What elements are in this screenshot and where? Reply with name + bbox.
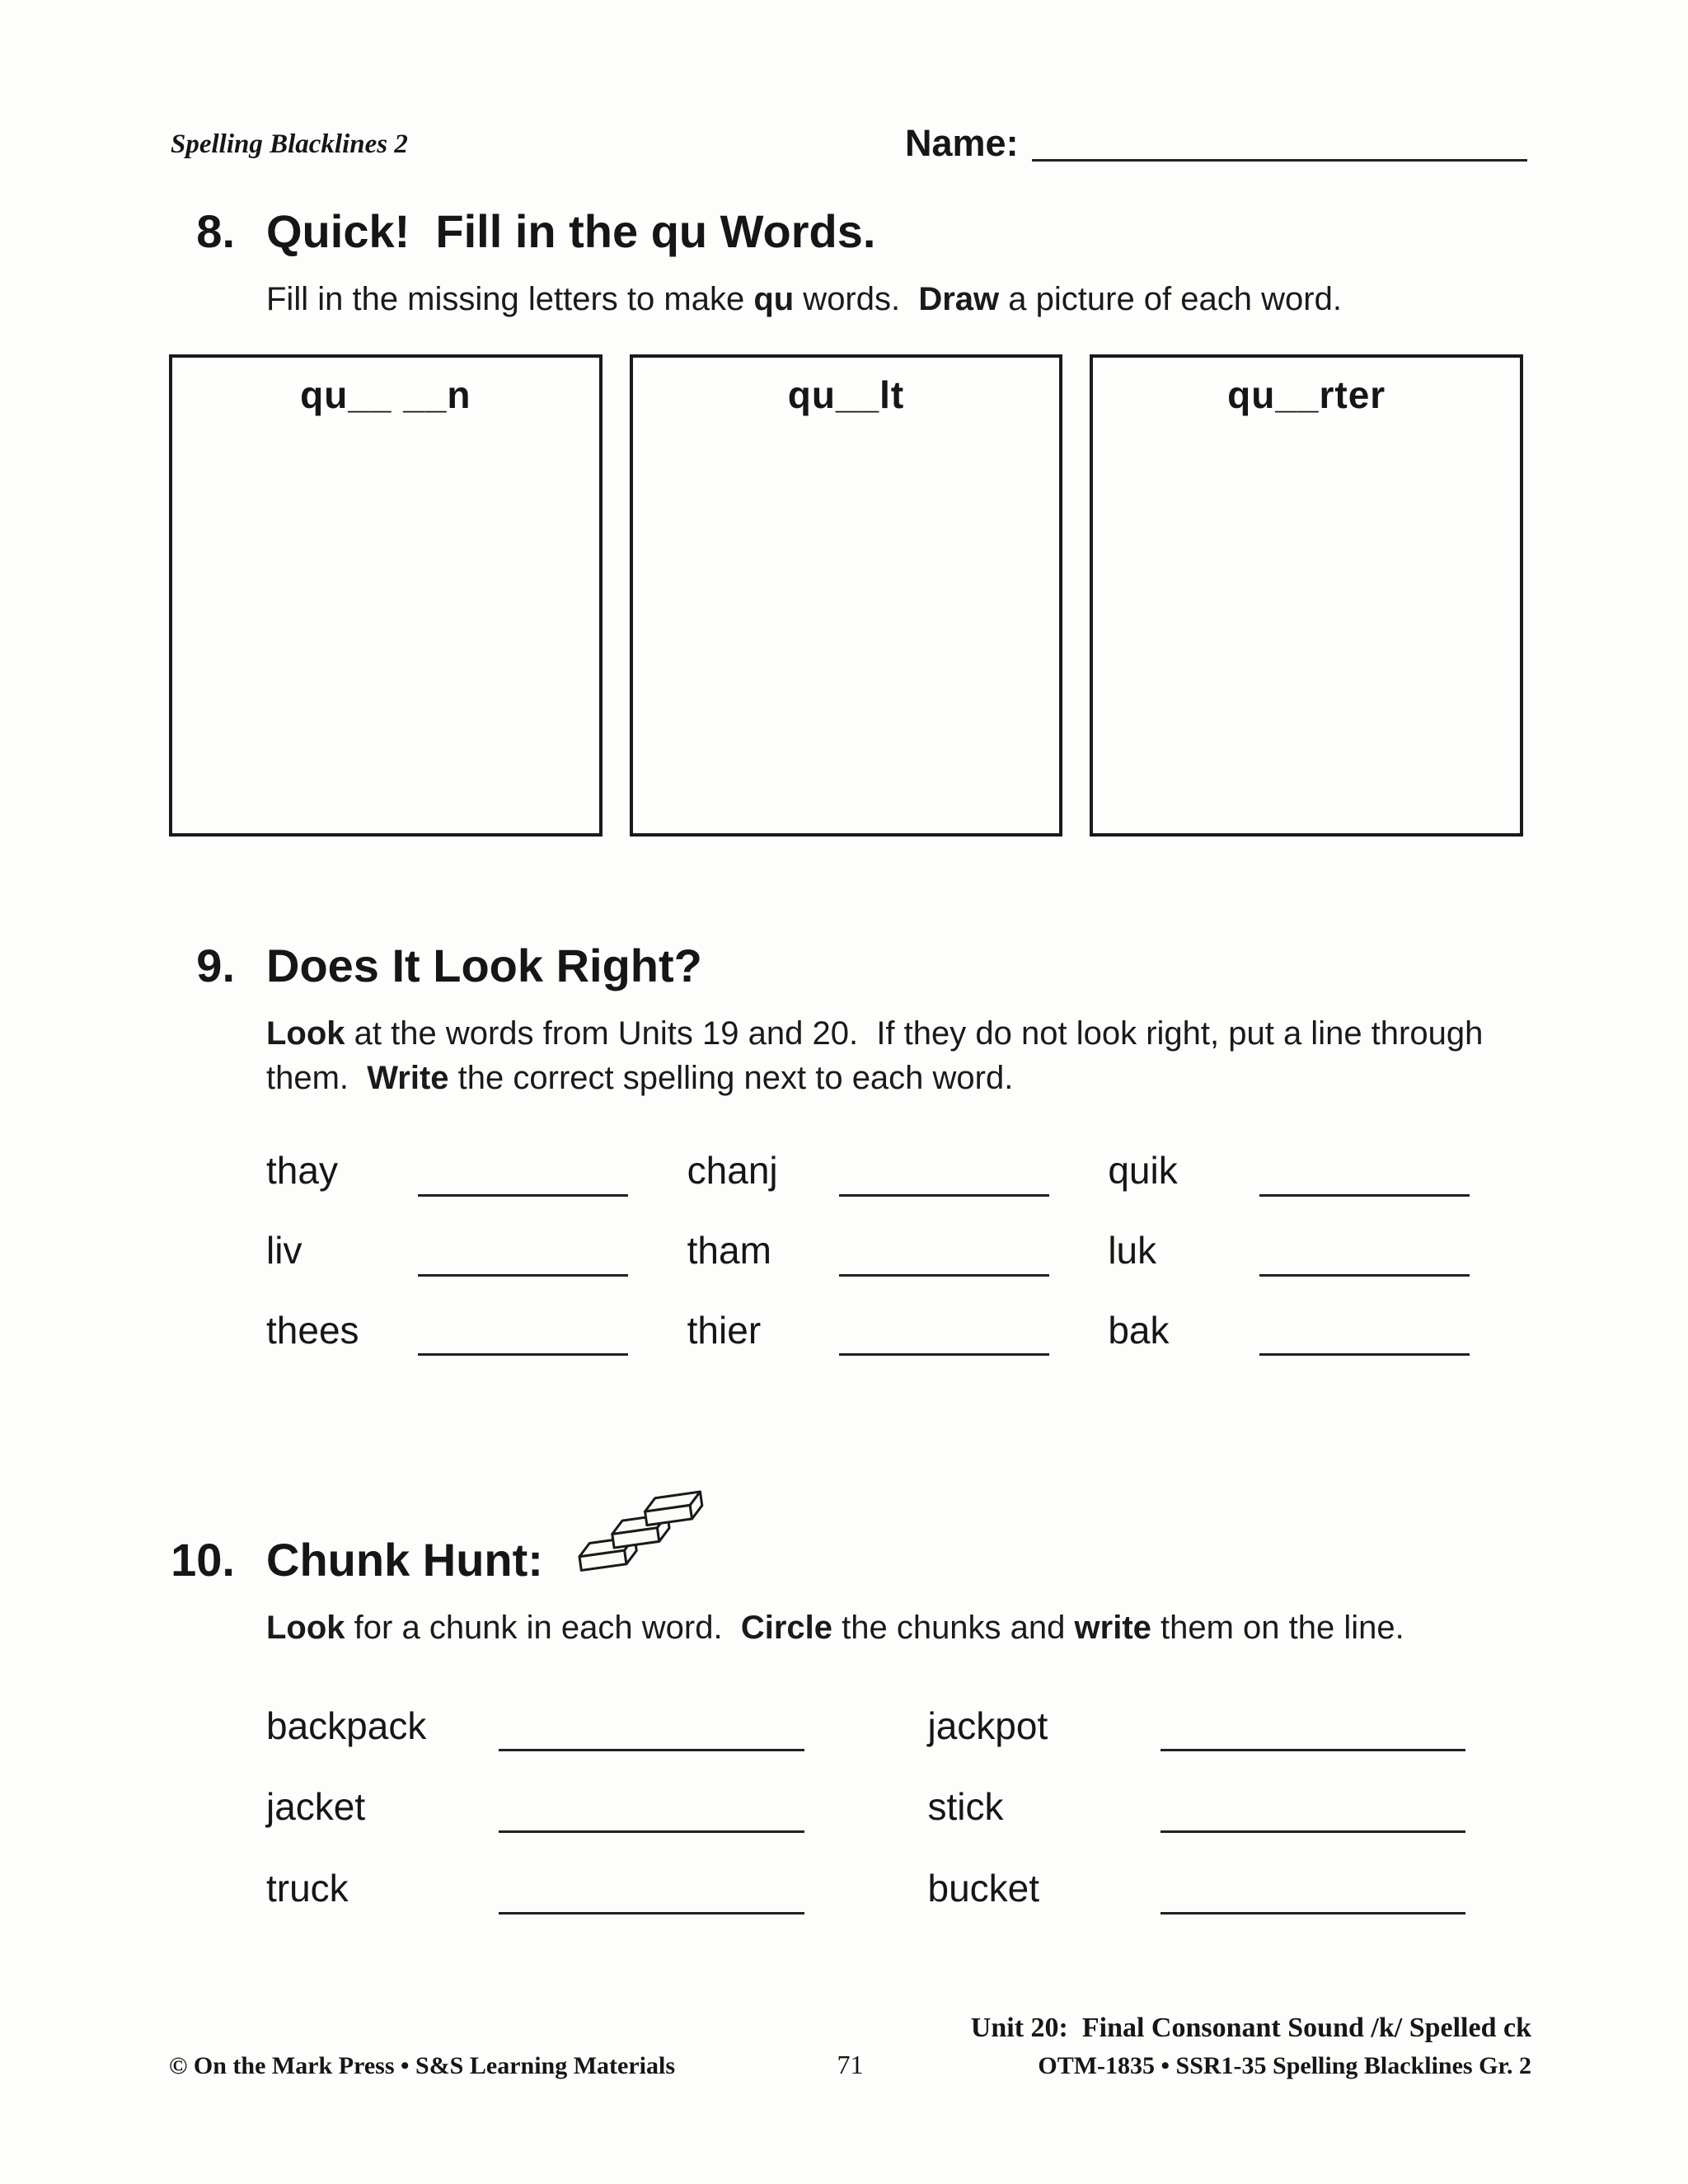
answer-blank-line[interactable] [839, 1164, 1049, 1197]
instruction-text: a picture of each word. [999, 280, 1342, 317]
word-item [266, 1868, 804, 1910]
word-item [687, 1310, 1051, 1352]
word-item [1108, 1310, 1471, 1352]
instruction-bold-term: Look [266, 1610, 345, 1647]
section8-number: 8. [196, 205, 235, 257]
word-item [928, 1868, 1466, 1910]
instruction-bold-term: qu [753, 280, 795, 317]
page-number: 71 [837, 2050, 864, 2079]
section9-heading [169, 942, 1688, 991]
word-item [1108, 1150, 1471, 1192]
word-item [687, 1150, 1051, 1192]
instruction-bold-term: Write [367, 1059, 449, 1096]
answer-blank-line[interactable] [1259, 1323, 1470, 1356]
section9-instruction [266, 1012, 1511, 1100]
draw-box-quilt[interactable] [630, 354, 1063, 837]
copyright-text: © On the Mark Press • S&S Learning Materials [169, 2052, 675, 2079]
instruction-text: the chunks and [832, 1610, 1075, 1647]
word-item [1108, 1230, 1471, 1272]
word-item [266, 1786, 804, 1828]
answer-blank-line[interactable] [499, 1718, 804, 1751]
instruction-text: words. [794, 280, 919, 317]
chunk-word: stick [927, 1785, 1004, 1829]
misspelled-word: chanj [687, 1149, 778, 1193]
word-item [266, 1310, 630, 1352]
instruction-text: for a chunk in each word. [345, 1610, 741, 1647]
misspelled-word-grid [266, 1150, 1471, 1351]
word-item [687, 1230, 1051, 1272]
word-item [266, 1230, 630, 1272]
section8-heading [169, 205, 1688, 257]
instruction-bold-term: Draw [918, 280, 1000, 317]
chunk-word: bucket [927, 1866, 1040, 1910]
draw-box-queen[interactable] [169, 354, 603, 837]
name-field [905, 122, 1527, 165]
word-item [266, 1150, 630, 1192]
series-title: Spelling Blacklines 2 [171, 129, 408, 159]
fill-in-word-label: qu__lt [787, 373, 905, 417]
page-header [0, 0, 1688, 165]
answer-blank-line[interactable] [839, 1323, 1049, 1356]
misspelled-word: tham [687, 1228, 771, 1272]
answer-blank-line[interactable] [839, 1244, 1049, 1277]
instruction-bold-term: write [1074, 1610, 1151, 1647]
name-blank-line[interactable] [1032, 122, 1527, 162]
answer-blank-line[interactable] [418, 1323, 628, 1356]
draw-box-row [169, 354, 1523, 837]
misspelled-word: thay [266, 1149, 338, 1193]
misspelled-word: thier [687, 1308, 762, 1352]
answer-blank-line[interactable] [1160, 1718, 1466, 1751]
section8-title: Quick! Fill in the qu Words. [266, 205, 876, 257]
chunk-word: jacket [266, 1785, 366, 1829]
misspelled-word: liv [266, 1228, 302, 1272]
footer-right-block [971, 2013, 1531, 2080]
answer-blank-line[interactable] [418, 1164, 628, 1197]
fill-in-word-label: qu__ __n [300, 373, 471, 417]
product-code: OTM-1835 • SSR1-35 Spelling Blacklines Gr. 2 [1038, 2052, 1531, 2079]
section10-heading [169, 1489, 1688, 1585]
misspelled-word: quik [1108, 1149, 1178, 1193]
instruction-text: Fill in the missing letters to make [266, 280, 754, 317]
chunk-word: jackpot [927, 1704, 1048, 1747]
answer-blank-line[interactable] [418, 1244, 628, 1277]
page-footer [169, 2013, 1531, 2080]
section9-number: 9. [196, 940, 235, 992]
section10-instruction [266, 1606, 1461, 1651]
name-label: Name: [905, 122, 1019, 164]
section9-title: Does It Look Right? [266, 940, 702, 992]
answer-blank-line[interactable] [1160, 1800, 1466, 1833]
section10-title: Chunk Hunt: [266, 1534, 543, 1586]
misspelled-word: bak [1108, 1308, 1170, 1352]
chunk-word: truck [266, 1866, 349, 1910]
instruction-text: them on the line. [1151, 1610, 1404, 1647]
answer-blank-line[interactable] [1259, 1244, 1470, 1277]
unit-title: Unit 20: Final Consonant Sound /k/ Spelled ck [970, 2013, 1531, 2043]
section10-number: 10. [171, 1534, 235, 1586]
chunk-word-grid [266, 1705, 1465, 1910]
misspelled-word: luk [1108, 1228, 1157, 1272]
word-item [928, 1705, 1466, 1747]
fill-in-word-label: qu__rter [1227, 373, 1386, 417]
answer-blank-line[interactable] [499, 1882, 804, 1915]
misspelled-word: thees [266, 1308, 359, 1352]
chunk-word: backpack [266, 1704, 427, 1747]
instruction-bold-term: Look [266, 1015, 345, 1052]
instruction-text: the correct spelling next to each word. [448, 1059, 1014, 1096]
section8-instruction [266, 278, 1601, 322]
word-item [266, 1705, 804, 1747]
draw-box-quarter[interactable] [1090, 354, 1523, 837]
word-item [928, 1786, 1466, 1828]
chocolate-chunks-icon [571, 1489, 720, 1582]
answer-blank-line[interactable] [499, 1800, 804, 1833]
answer-blank-line[interactable] [1259, 1164, 1470, 1197]
instruction-text: at the words from Units 19 and 20. If they do not look right, put a line through them. [266, 1015, 1493, 1096]
answer-blank-line[interactable] [1160, 1882, 1466, 1915]
instruction-bold-term: Circle [740, 1610, 832, 1647]
